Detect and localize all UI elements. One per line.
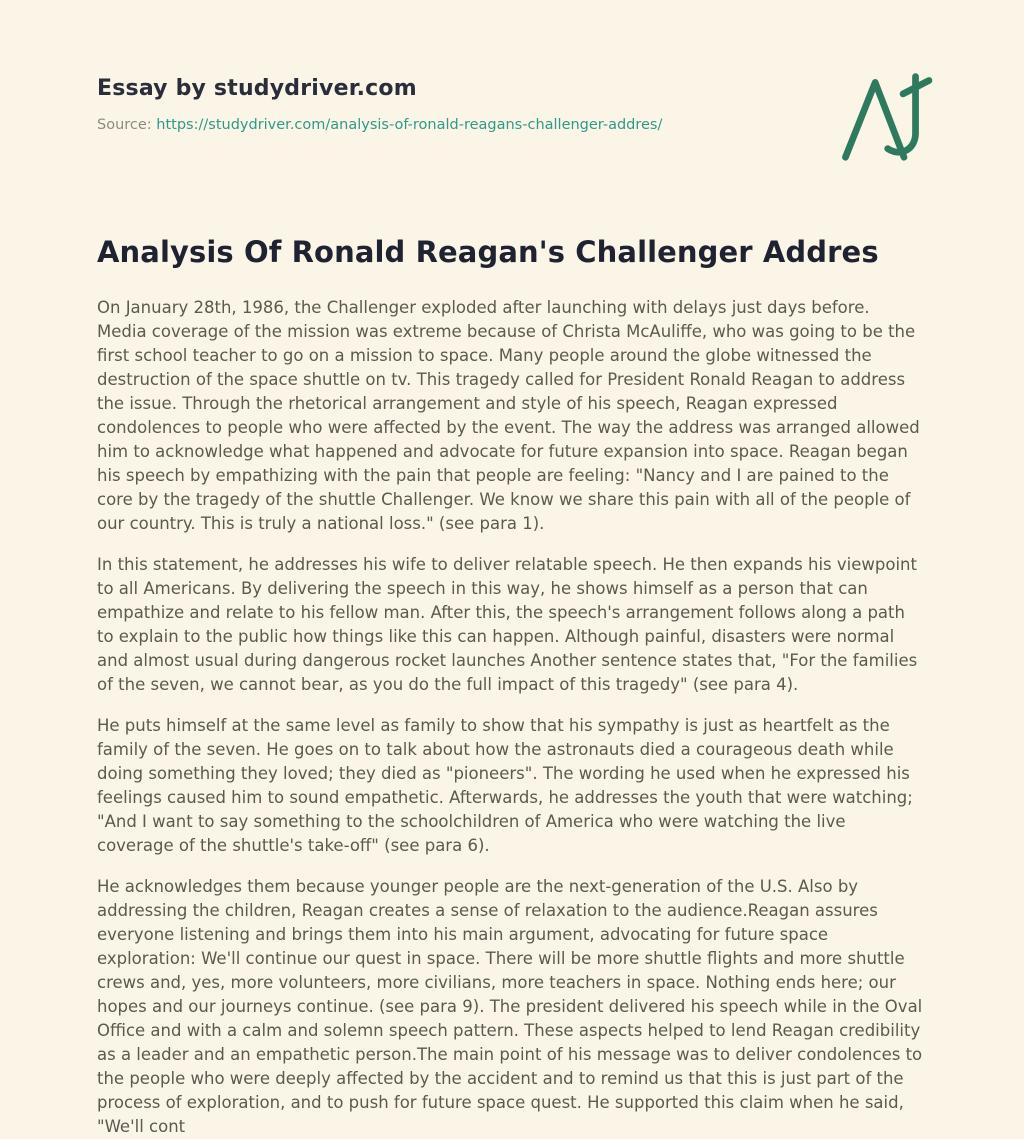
- studydriver-logo-icon: [822, 68, 938, 164]
- essay-paragraph-4: He acknowledges them because younger people are the next-generation of the U.S. Also by addressing the children, Reagan creates a sense of relaxation to the audience.Reagan assures everyone listening and brings them into his main argument, advocating for future space exploration: We'll continue our quest in space. There will be more shuttle flights and more shuttle crews and, yes, more volunteers, more civilians, more teachers in space. Nothing ends here; our hopes and our journeys continue. (see para 9). The president delivered his speech while in the Oval Office and with a calm and solemn speech pattern. These aspects helped to lend Reagan credibility as a leader and an empathetic person.The main point of his message was to deliver condolences to the people who were deeply affected by the accident and to remind us that this is just part of the process of exploration, and to push for future space quest. He supported this claim when he said, "We'll cont: [97, 877, 923, 1136]
- essay-paragraph-3: He puts himself at the same level as family to show that his sympathy is just as heartfelt as the family of the seven. He goes on to talk about how the astronauts died a courageous death while doing something they loved; they died as "pioneers". The wording he used when he expressed his feelings caused him to sound empathetic. Afterwards, he addresses the youth that were watching; "And I want to say something to the schoolchildren of America who were watching the live coverage of the shuttle's take-off" (see para 6).: [97, 716, 913, 855]
- essay-title: Analysis Of Ronald Reagan's Challenger Addres: [97, 235, 879, 269]
- essay-byline: Essay by studydriver.com: [97, 76, 417, 101]
- page-header: [97, 0, 924, 133]
- essay-paragraph-2: In this statement, he addresses his wife to deliver relatable speech. He then expands his viewpoint to all Americans. By delivering the speech in this way, he shows himself as a person that can empathize and relate to his fellow man. After this, the speech's arrangement follows along a path to explain to the public how things like this can happen. Although painful, disasters were normal and almost usual during dangerous rocket launches Another sentence states that, "For the families of the seven, we cannot bear, as you do the full impact of this tragedy" (see para 4).: [97, 555, 918, 694]
- source-url-link[interactable]: https://studydriver.com/analysis-of-ronald-reagans-challenger-addres/: [156, 117, 663, 133]
- source-label: Source:: [97, 117, 152, 133]
- essay-paragraph-1: On January 28th, 1986, the Challenger exploded after launching with delays just days before. Media coverage of the mission was extreme because of Christa McAuliffe, who was going to be the first school teacher to go on a mission to space. Many people around the globe witnessed the destruction of the space shuttle on tv. This tragedy called for President Ronald Reagan to address the issue. Through the rhetorical arrangement and style of his speech, Reagan expressed condolences to people who were affected by the event. The way the address was arranged allowed him to acknowledge what happened and advocate for future expansion into space. Reagan began his speech by empathizing with the pain that people are feeling: "Nancy and I are pained to the core by the tragedy of the shuttle Challenger. We know we share this pain with all of the people of our country. This is truly a national loss." (see para 1).: [97, 298, 920, 533]
- essay-body: [97, 296, 924, 1139]
- source-line: [97, 117, 924, 133]
